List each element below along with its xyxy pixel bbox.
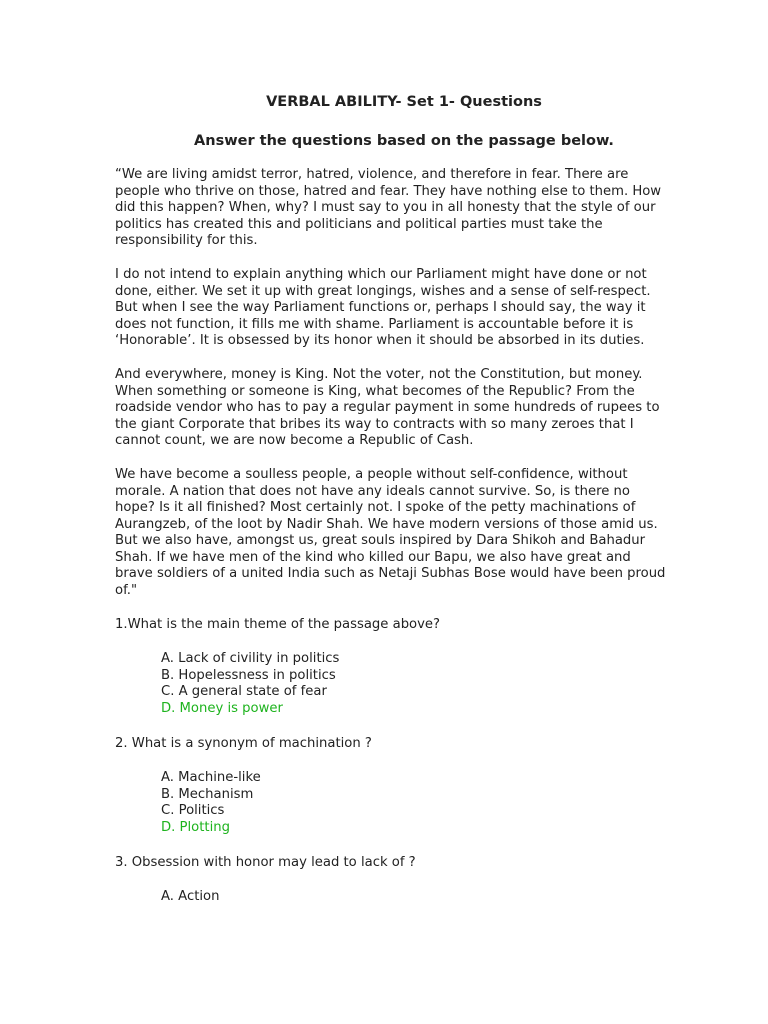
passage-line: cannot count, we are now become a Republic of Cash. <box>115 433 474 449</box>
passage-line: does not function, it fills me with shame. Parliament is accountable before it is <box>115 316 634 332</box>
passage-paragraph <box>115 167 675 250</box>
passage-line: did this happen? When, why? I must say to you in all honesty that the style of our <box>115 200 656 216</box>
answer-option: B. Hopelessness in politics <box>161 667 336 683</box>
passage-line: And everywhere, money is King. Not the voter, not the Constitution, but money. <box>115 366 643 382</box>
question-list <box>115 617 675 906</box>
passage-line: responsibility for this. <box>115 233 258 249</box>
passage-line: done, either. We set it up with great longings, wishes and a sense of self-respect. <box>115 283 651 299</box>
answer-option: A. Lack of civility in politics <box>161 651 340 667</box>
passage-line: brave soldiers of a united India such as Netaji Subhas Bose would have been proud <box>115 566 666 582</box>
passage-line: hope? Is it all finished? Most certainly not. I spoke of the petty machinations of <box>115 500 636 516</box>
passage-line: When something or someone is King, what becomes of the Republic? From the <box>115 383 635 399</box>
passage-line: politics has created this and politicians and political parties must take the <box>115 216 603 232</box>
document-page <box>115 92 675 924</box>
correct-answer-option: D. Money is power <box>161 701 283 717</box>
passage-line: Shah. If we have men of the kind who killed our Bapu, we also have great and <box>115 549 631 565</box>
passage-paragraph <box>115 267 675 350</box>
answer-option: A. Machine-like <box>161 770 261 786</box>
passage-line: morale. A nation that does not have any ideals cannot survive. So, is there no <box>115 483 630 499</box>
correct-answer-option: D. Plotting <box>161 820 230 835</box>
answer-options <box>161 770 675 836</box>
question <box>115 855 675 906</box>
answer-option: C. A general state of fear <box>161 684 327 700</box>
passage-paragraph <box>115 367 675 450</box>
answer-options <box>161 651 675 717</box>
instructions-heading: Answer the questions based on the passage below. <box>194 133 614 149</box>
passage-line: Aurangzeb, of the loot by Nadir Shah. We have modern versions of those amid us. <box>115 516 658 532</box>
passage-paragraph <box>115 467 675 600</box>
question <box>115 617 675 718</box>
passage <box>115 167 675 600</box>
passage-line: ‘Honorable’. It is obsessed by its honor when it should be absorbed in its duties. <box>115 333 645 349</box>
passage-line: I do not intend to explain anything which our Parliament might have done or not <box>115 266 647 282</box>
passage-line: “We are living amidst terror, hatred, violence, and therefore in fear. There are <box>115 167 629 182</box>
answer-option: C. Politics <box>161 803 225 819</box>
question-text: 1.What is the main theme of the passage above? <box>115 616 441 632</box>
answer-option: A. Action <box>161 889 220 905</box>
passage-line: roadside vendor who has to pay a regular payment in some hundreds of rupees to <box>115 400 660 416</box>
answer-option: B. Mechanism <box>161 786 254 802</box>
question <box>115 736 675 837</box>
answer-options <box>161 889 675 906</box>
passage-line: We have become a soulless people, a people without self-confidence, without <box>115 466 628 482</box>
passage-line: of." <box>115 583 138 599</box>
question-text: 2. What is a synonym of machination ? <box>115 735 372 751</box>
passage-line: people who thrive on those, hatred and fear. They have nothing else to them. How <box>115 183 662 199</box>
document-title: VERBAL ABILITY- Set 1- Questions <box>266 94 542 110</box>
passage-line: But when I see the way Parliament functions or, perhaps I should say, the way it <box>115 300 646 316</box>
passage-line: But we also have, amongst us, great souls inspired by Dara Shikoh and Bahadur <box>115 533 646 549</box>
question-text: 3. Obsession with honor may lead to lack of ? <box>115 854 416 870</box>
passage-line: the giant Corporate that bribes its way to contracts with so many zeroes that I <box>115 416 634 432</box>
